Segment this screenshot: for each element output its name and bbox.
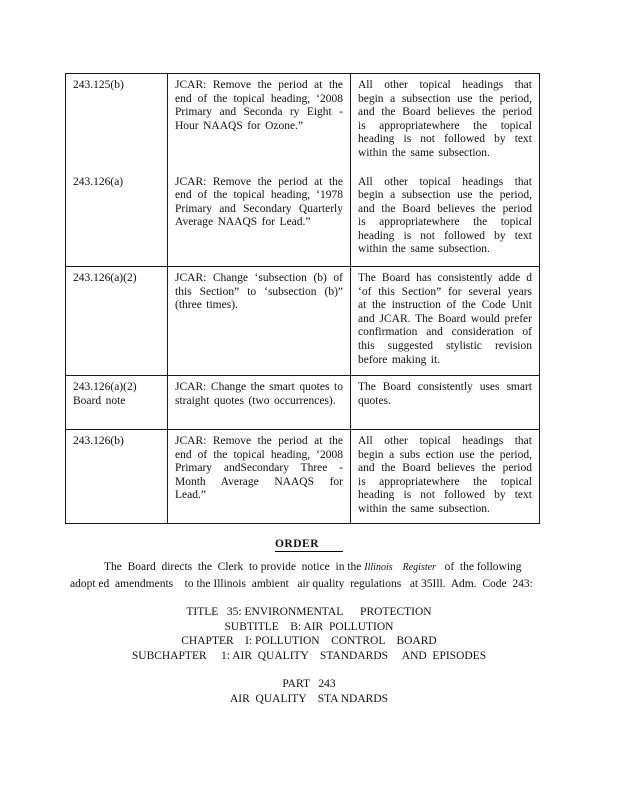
jcar-comment-text: JCAR: Remove the period at the end of the topical heading, ‘1978 Primary and Secondary Quarterly Average NAAQS for Lead.” [175, 175, 343, 229]
illinois-register-italic: Illinois Register [364, 562, 436, 573]
section-cell [66, 171, 168, 267]
section-cell [66, 430, 168, 524]
jcar-comment-cell [168, 74, 351, 171]
section-number: 243.126(a)(2) [73, 272, 137, 284]
jcar-comment-cell [168, 430, 351, 524]
section-number: 243.126(b) [73, 435, 124, 447]
board-response-text: The Board consistently uses smart quotes. [358, 381, 532, 407]
board-response-text: The Board has consistently adde d ‘of this Section” for several years at the instruction of the Code Unit and JCAR. The Board would prefer confirmation and consideration of this suggested stylistic revision before making it. [358, 272, 532, 366]
board-response-text: All other topical headings that begin a subsection use the period, and the Board believes the period is appropriatewhere the topical heading is not followed by text within the same subsection. [358, 175, 532, 256]
board-response-cell [351, 267, 540, 376]
section-number: 243.126(a)(2) Board note [73, 381, 137, 407]
table-row [66, 171, 540, 267]
order-heading-label: ORDER [275, 538, 343, 552]
title-line-subchapter: SUBCHAPTER 1: AIR QUALITY STANDARDS AND EPISODES [131, 649, 487, 662]
order-paragraph [70, 559, 556, 593]
jcar-comment-cell [168, 171, 351, 267]
board-response-cell [351, 430, 540, 524]
section-cell [66, 376, 168, 430]
table-row [66, 74, 540, 171]
jcar-comment-cell [168, 267, 351, 376]
board-response-cell [351, 171, 540, 267]
paragraph-line-1 [70, 559, 556, 576]
section-number: 243.126(a) [73, 175, 124, 188]
paragraph-text: The Board directs the Clerk to provide notice in the [104, 561, 365, 573]
title-block [0, 605, 618, 663]
jcar-comment-cell [168, 376, 351, 430]
comment-response-table [65, 73, 540, 524]
jcar-comment-text: JCAR: Change ‘subsection (b) of this Section” to ‘subsection (b)” (three times). [175, 272, 343, 312]
section-cell [66, 267, 168, 376]
table-row [66, 430, 540, 524]
board-response-text: All other topical headings that begin a subsection use the period, and the Board believes the period is appropriatewhere the topical heading is not followed by text within the same subsection. [358, 79, 532, 159]
part-line-number: PART 243 [282, 678, 336, 690]
table-row [66, 376, 540, 430]
title-line-chapter: CHAPTER I: POLLUTION CONTROL BOARD [181, 635, 437, 648]
board-response-cell [351, 376, 540, 430]
section-number: 243.125(b) [73, 79, 124, 91]
jcar-comment-text: JCAR: Remove the period at the end of the topical heading, ‘2008 Primary and Seconda ry Eight - Hour NAAQS for Ozone.” [175, 79, 343, 132]
paragraph-text: of the following [435, 561, 522, 573]
board-response-text: All other topical headings that begin a subs ection use the period, and the Board believes the period is appropriatewhere the topical heading is not followed by text within the same subsection. [358, 435, 532, 515]
table-row [66, 267, 540, 376]
jcar-comment-text: JCAR: Change the smart quotes to straight quotes (two occurrences). [175, 381, 343, 407]
part-line-name: AIR QUALITY STA NDARDS [229, 692, 389, 705]
part-block [0, 677, 618, 706]
title-line-subtitle: SUBTITLE B: AIR POLLUTION [224, 620, 394, 633]
section-cell [66, 74, 168, 171]
title-line-title35: TITLE 35: ENVIRONMENTAL PROTECTION [186, 606, 432, 618]
order-heading [0, 534, 618, 552]
paragraph-line-2: adopt ed amendments to the Illinois ambient air quality regulations at 35Ill. Adm. Code 243: [70, 578, 533, 590]
board-response-cell [351, 74, 540, 171]
jcar-comment-text: JCAR: Remove the period at the end of the topical heading, ‘2008 Primary andSecondary Three - Month Average NAAQS for Lead.” [175, 435, 343, 502]
